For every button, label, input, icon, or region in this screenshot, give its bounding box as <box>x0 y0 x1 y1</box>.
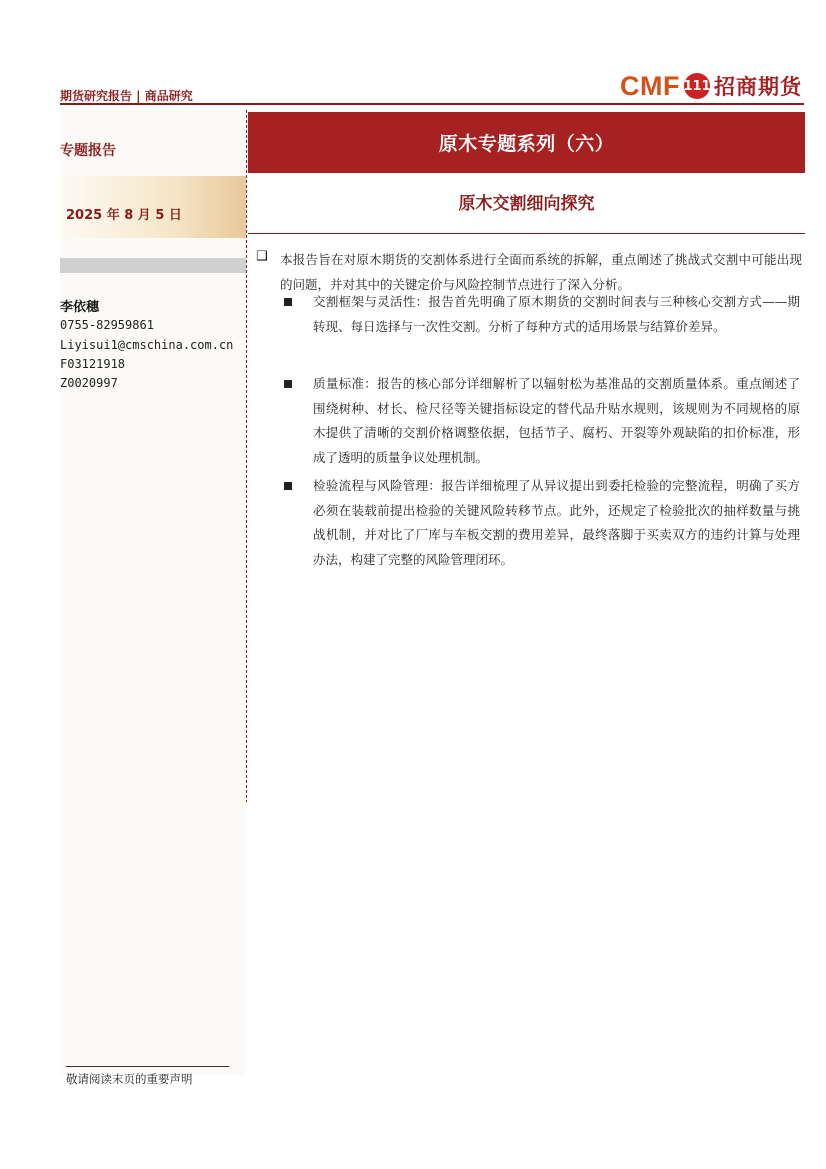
title-rule <box>248 233 805 234</box>
sidebar-background <box>60 110 246 1075</box>
column-divider <box>246 110 247 802</box>
logo-mark-icon: 111 <box>684 73 710 99</box>
checkbox-bullet-icon: ❑ <box>256 249 268 264</box>
footer-disclaimer: 敬请阅读末页的重要声明 <box>66 1072 193 1086</box>
sidebar-divider-bar <box>60 258 246 273</box>
main-title: 原木交割细向探究 <box>458 194 595 214</box>
logo-latin: CMF <box>620 70 680 101</box>
author-phone: 0755-82959861 <box>60 318 154 332</box>
author-name: 李依穗 <box>60 300 100 315</box>
summary-paragraph: 本报告旨在对原木期货的交割体系进行全面而系统的拆解，重点阐述了挑战式交割中可能出现的问题，并对其中的关键定价与风险控制节点进行了深入分析。 <box>280 252 802 292</box>
bullet-delivery-framework: 交割框架与灵活性：报告首先明确了原木期货的交割时间表与三种核心交割方式——期转现、每日选择与一次性交割。分析了每种方式的适用场景与结算价差异。 <box>313 294 800 334</box>
author-email[interactable]: Liyisui1@cmschina.com.cn <box>60 338 234 352</box>
header-rule <box>60 103 804 105</box>
author-cert-z: Z0020997 <box>60 376 118 390</box>
report-category: 期货研究报告 | 商品研究 <box>60 89 193 103</box>
square-bullet-icon <box>284 482 292 490</box>
series-title: 原木专题系列（六） <box>438 133 615 155</box>
bullet-inspection-risk: 检验流程与风险管理：报告详细梳理了从异议提出到委托检验的完整流程，明确了买方必须在装载前提出检验的关键风险转移节点。此外，还规定了检验批次的抽样数量与挑战机制，并对比了厂库与车板交割的费用差异，最终落脚于买卖双方的违约计算与处理办法，构建了完整的风险管理闭环。 <box>313 478 800 567</box>
report-date: 2025 年 8 月 5 日 <box>66 208 182 223</box>
logo-chinese: 招商期货 <box>714 75 802 99</box>
author-cert-f: F03121918 <box>60 357 126 371</box>
square-bullet-icon <box>284 298 292 306</box>
footer-rule <box>66 1066 229 1067</box>
report-type: 专题报告 <box>60 143 116 159</box>
bullet-quality-standard: 质量标准：报告的核心部分详细解析了以辐射松为基准品的交割质量体系。重点阐述了围绕树种、材长、检尺径等关键指标设定的替代品升贴水规则，该规则为不同规格的原木提供了清晰的交割价格调整依据，包括节子、腐朽、开裂等外观缺陷的扣价标准，形成了透明的质量争议处理机制。 <box>313 376 800 465</box>
company-logo <box>620 70 802 102</box>
series-banner <box>248 112 805 173</box>
square-bullet-icon <box>284 380 292 388</box>
